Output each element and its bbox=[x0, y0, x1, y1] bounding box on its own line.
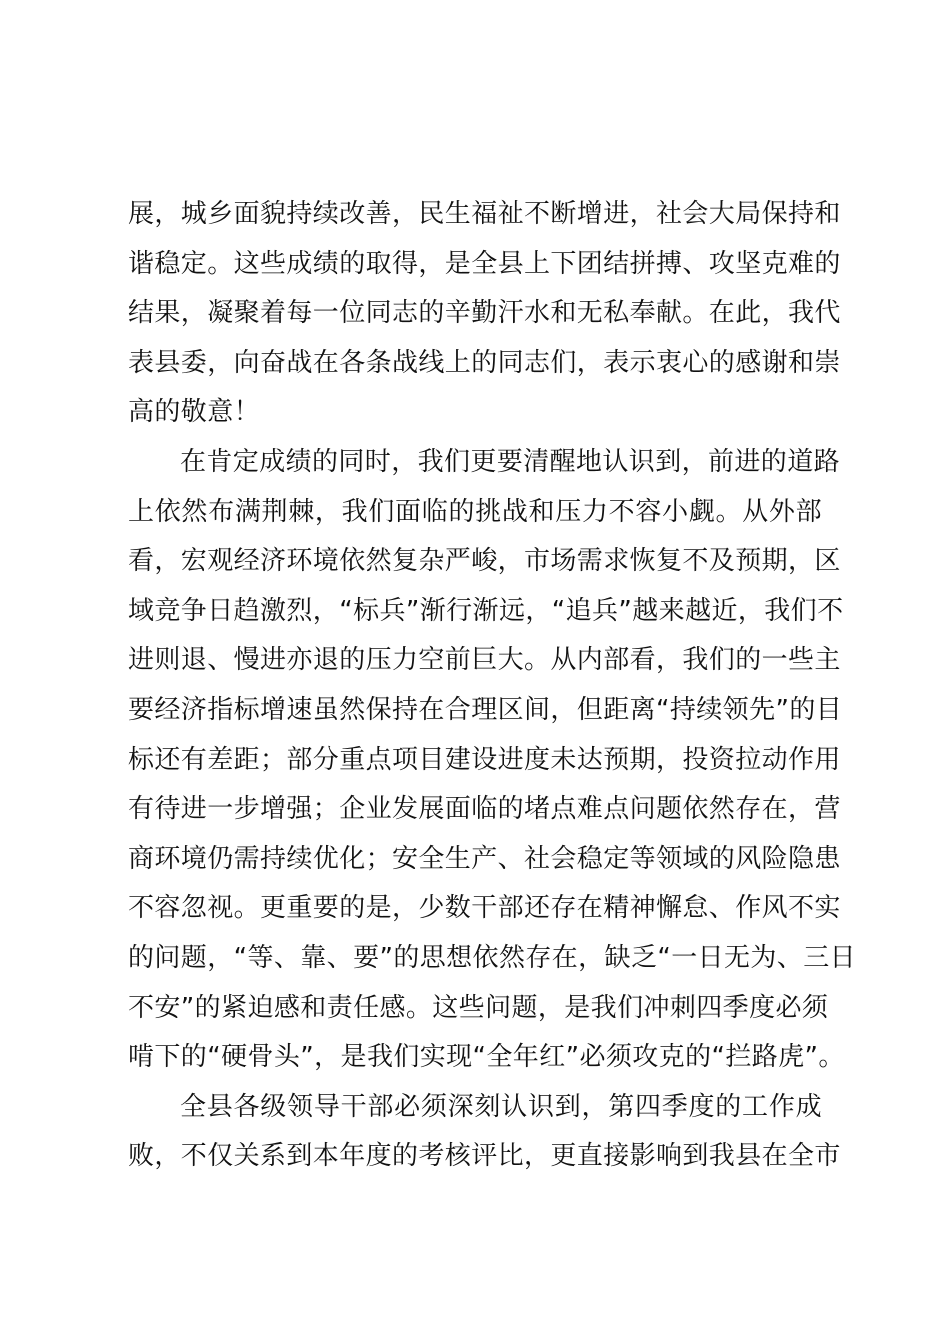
text-line: 不安”的紧迫感和责任感。这些问题，是我们冲刺四季度必须 bbox=[128, 992, 829, 1023]
text-line: 全县各级领导干部必须深刻认识到，第四季度的工作成 bbox=[180, 1091, 822, 1122]
text-line: 在肯定成绩的同时，我们更要清醒地认识到，前进的道路 bbox=[180, 446, 841, 477]
text-line: 看，宏观经济环境依然复杂严峻，市场需求恢复不及预期，区 bbox=[128, 546, 841, 577]
text-line: 谐稳定。这些成绩的取得，是全县上下团结拼搏、攻坚克难的 bbox=[128, 248, 841, 279]
text-line: 展，城乡面貌持续改善，民生福祉不断增进，社会大局保持和 bbox=[128, 199, 841, 229]
paragraph bbox=[128, 190, 841, 438]
text-line: 啃下的“硬骨头”，是我们实现“全年红”必须攻克的“拦路虎”。 bbox=[128, 1042, 845, 1073]
paragraph bbox=[128, 438, 857, 1083]
text-line: 表县委，向奋战在各条战线上的同志们，表示衷心的感谢和崇 bbox=[128, 347, 841, 378]
body-text bbox=[128, 190, 857, 1182]
text-line: 上依然布满荆棘，我们面临的挑战和压力不容小觑。从外部 bbox=[128, 496, 822, 527]
text-line: 标还有差距；部分重点项目建设进度未达预期，投资拉动作用 bbox=[128, 744, 841, 775]
text-line: 有待进一步增强；企业发展面临的堵点难点问题依然存在，营 bbox=[128, 794, 841, 825]
text-line: 进则退、慢进亦退的压力空前巨大。从内部看，我们的一些主 bbox=[128, 645, 841, 676]
paragraph bbox=[128, 1083, 841, 1182]
text-line: 要经济指标增速虽然保持在合理区间，但距离“持续领先”的目 bbox=[128, 694, 843, 725]
text-line: 结果，凝聚着每一位同志的辛勤汗水和无私奉献。在此，我代 bbox=[128, 298, 841, 329]
text-line: 不容忽视。更重要的是，少数干部还存在精神懈怠、作风不实 bbox=[128, 893, 841, 924]
text-line: 败，不仅关系到本年度的考核评比，更直接影响到我县在全市 bbox=[128, 1141, 841, 1172]
text-line: 域竞争日趋激烈，“标兵”渐行渐远，“追兵”越来越近，我们不 bbox=[128, 595, 844, 626]
text-line: 商环境仍需持续优化；安全生产、社会稳定等领域的风险隐患 bbox=[128, 843, 841, 874]
text-line: 高的敬意！ bbox=[128, 397, 261, 428]
text-line: 的问题，“等、靠、要”的思想依然存在，缺乏“一日无为、三日 bbox=[128, 942, 857, 973]
